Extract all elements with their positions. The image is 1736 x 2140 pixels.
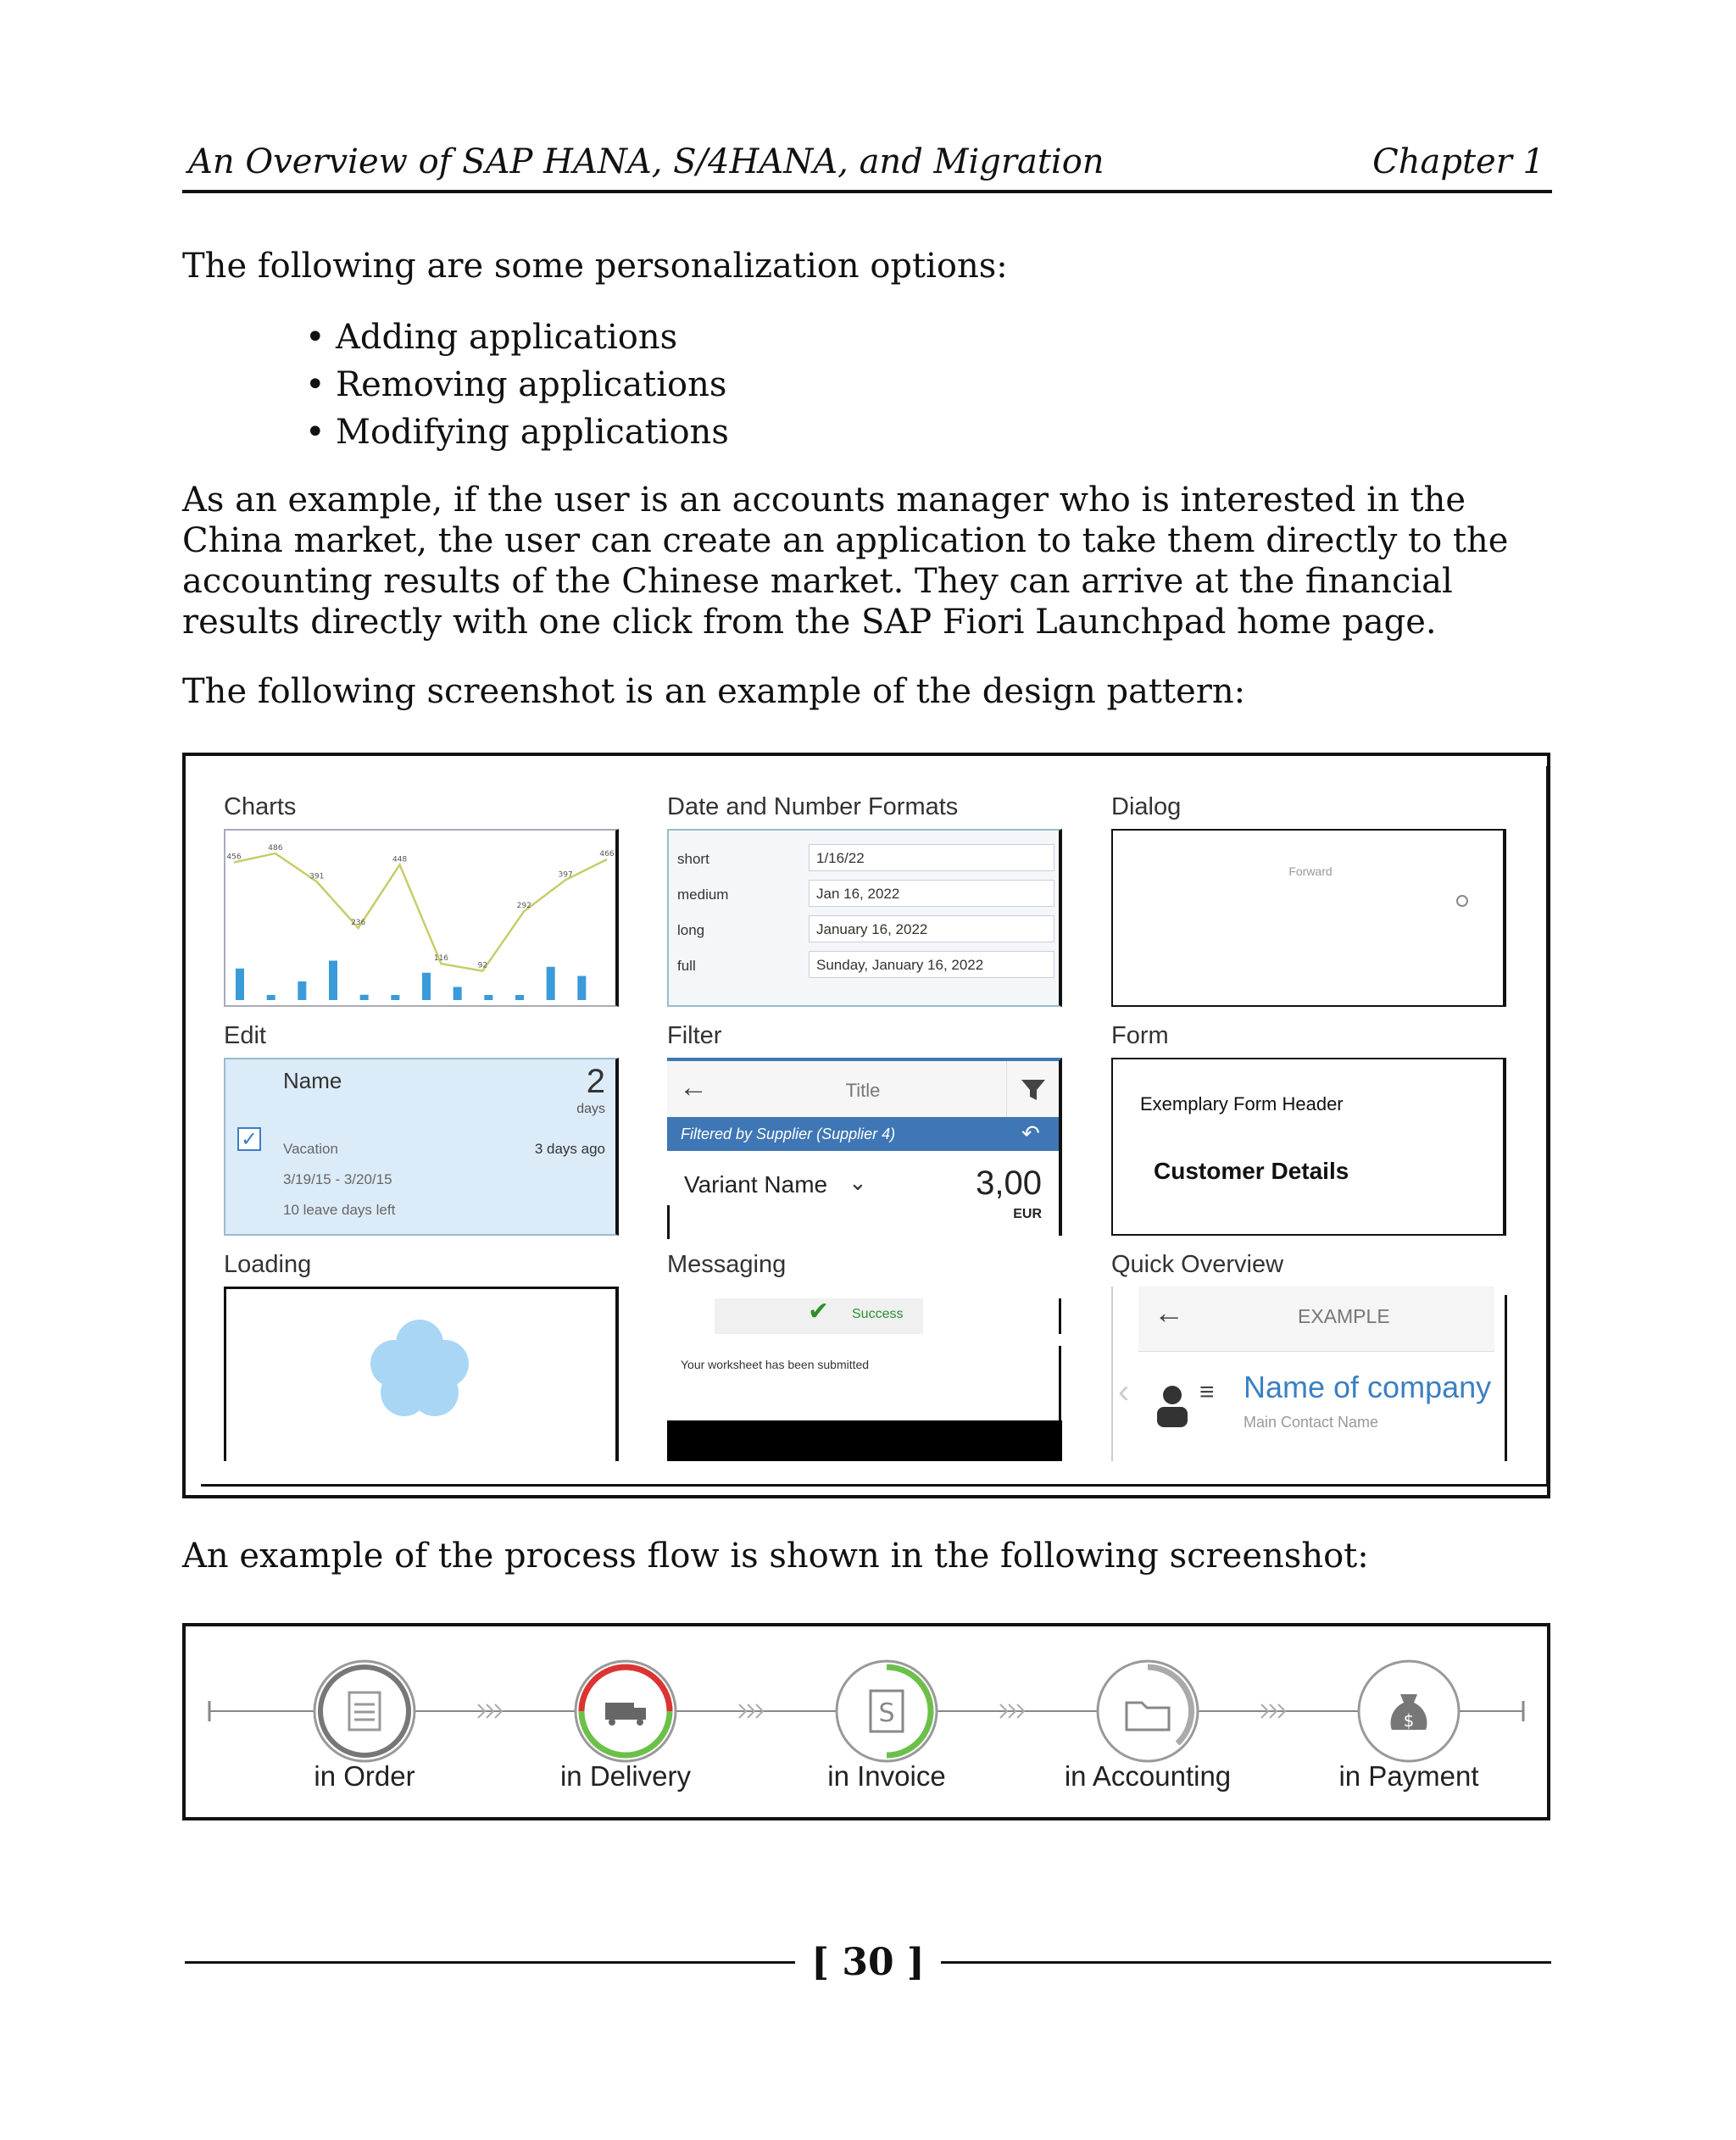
back-arrow-icon[interactable]: ← — [679, 1071, 708, 1103]
step-delivery-icon — [576, 1661, 676, 1761]
panel-edge — [1059, 1298, 1061, 1334]
chart-point-label: 466 — [599, 849, 615, 859]
intro-paragraph: The following are some personalization options: — [182, 247, 1008, 286]
chart-point-label: 116 — [433, 954, 449, 964]
checkbox-checked-icon[interactable]: ✓ — [237, 1127, 261, 1151]
messaging-panel — [667, 1287, 1062, 1461]
chart-bar — [329, 961, 337, 1001]
form-section-title: Customer Details — [1154, 1158, 1349, 1184]
date-label-long: long — [677, 922, 705, 938]
edit-name: Name — [283, 1068, 342, 1093]
date-field-medium[interactable]: Jan 16, 2022 — [809, 880, 1054, 907]
step-label-order: in Order — [314, 1760, 415, 1792]
step-invoice-icon — [837, 1661, 937, 1761]
filter-amount: 3,00 — [976, 1164, 1042, 1202]
chart-line — [234, 853, 607, 971]
checkmark-icon: ✔ — [808, 1298, 830, 1326]
variant-name[interactable]: Variant Name — [684, 1171, 828, 1198]
chart-panel — [224, 829, 619, 1007]
funnel-icon — [1007, 1061, 1060, 1117]
design-pattern-figure — [182, 753, 1550, 1498]
step-label-invoice: in Invoice — [827, 1760, 946, 1792]
filter-info-text: Filtered by Supplier (Supplier 4) — [681, 1126, 896, 1142]
design-caption: The following screenshot is an example of the design pattern: — [182, 672, 1246, 711]
chart-bar — [267, 995, 275, 1000]
date-label-full: full — [677, 958, 696, 974]
bullet-list — [305, 314, 729, 456]
chart-bars — [236, 961, 586, 1001]
undo-icon[interactable]: ↶ — [1021, 1120, 1040, 1146]
chart-points — [226, 844, 614, 970]
panel-title-dialog: Dialog — [1111, 793, 1182, 820]
filter-title: Title — [845, 1080, 881, 1101]
form-panel — [1111, 1058, 1506, 1236]
date-label-short: short — [677, 851, 709, 867]
panel-title-quick-overview: Quick Overview — [1111, 1251, 1284, 1278]
panel-title-loading: Loading — [224, 1251, 312, 1278]
mini-chart — [225, 831, 615, 1005]
quick-example-title: EXAMPLE — [1298, 1305, 1390, 1327]
panel-title-date-formats: Date and Number Formats — [667, 793, 959, 820]
panel-edge — [667, 1205, 670, 1239]
person-icon — [1154, 1381, 1191, 1429]
filter-funnel-button[interactable] — [1006, 1061, 1060, 1117]
quick-overview-panel — [1111, 1287, 1506, 1461]
step-label-accounting: in Accounting — [1064, 1760, 1232, 1792]
step-accounting-icon — [1098, 1661, 1198, 1761]
panel-edge — [1505, 1295, 1507, 1461]
date-field-long[interactable]: January 16, 2022 — [809, 915, 1054, 942]
contact-name: Main Contact Name — [1244, 1414, 1379, 1431]
chart-point-label: 236 — [351, 918, 366, 927]
step-label-delivery: in Delivery — [559, 1760, 692, 1792]
panel-title-filter: Filter — [667, 1022, 722, 1049]
success-text: Success — [852, 1307, 904, 1321]
step-payment-icon — [1359, 1661, 1459, 1761]
edit-leave-left: 10 leave days left — [283, 1202, 396, 1218]
chart-bar — [484, 995, 492, 1000]
chart-bar — [298, 981, 306, 1000]
message-body: Your worksheet has been submitted — [681, 1358, 870, 1371]
bullet-item: • Removing applications — [305, 361, 729, 409]
chart-bar — [547, 967, 555, 1000]
process-flow-figure — [182, 1623, 1550, 1820]
date-field-full[interactable]: Sunday, January 16, 2022 — [809, 951, 1054, 978]
edit-days-unit: days — [576, 1102, 605, 1116]
panel-title-charts: Charts — [224, 793, 297, 820]
bullet-item: • Modifying applications — [305, 409, 729, 456]
bullet-item: • Adding applications — [305, 314, 729, 361]
edit-panel — [224, 1058, 619, 1236]
process-caption: An example of the process flow is shown in the following screenshot: — [182, 1537, 1369, 1576]
filter-currency: EUR — [1013, 1207, 1042, 1221]
chart-point-label: 448 — [392, 855, 408, 864]
date-field-short[interactable]: 1/16/22 — [809, 844, 1054, 871]
svg-text:S: S — [878, 1698, 895, 1728]
example-paragraph: As an example, if the user is an accounts manager who is interested in the China market, the user can create an application to take them directly to the accounting results of the Chinese market. They can arrive at the financial results directly with one click from the SAP Fiori Launchpad home page. — [182, 481, 1509, 642]
chart-bar — [577, 976, 586, 1001]
company-name[interactable]: Name of company — [1244, 1370, 1492, 1404]
menu-lines-icon[interactable]: ≡ — [1199, 1378, 1215, 1406]
chart-point-label: 391 — [309, 872, 325, 881]
chart-point-label: 397 — [558, 870, 573, 880]
chart-bar — [453, 987, 462, 1001]
panel-title-messaging: Messaging — [667, 1251, 787, 1278]
message-footer-bar — [667, 1420, 1062, 1461]
edit-range: 3/19/15 - 3/20/15 — [283, 1171, 392, 1187]
chart-bar — [515, 995, 524, 1000]
chart-bar — [391, 995, 399, 1000]
filter-panel — [667, 1058, 1062, 1236]
edit-vacation: Vacation — [283, 1141, 338, 1157]
edit-days-number: 2 — [586, 1063, 605, 1100]
dialog-forward-label: Forward — [1288, 864, 1333, 878]
panel-edge — [1059, 1346, 1061, 1420]
header-rule — [182, 190, 1552, 193]
panel-title-form: Form — [1111, 1022, 1169, 1049]
page-number: [ 30 ] — [811, 1941, 925, 1984]
step-order-icon — [314, 1661, 415, 1761]
date-label-medium: medium — [677, 887, 729, 903]
svg-text:$: $ — [1403, 1710, 1415, 1731]
chart-point-label: 92 — [477, 961, 488, 970]
chart-bar — [422, 973, 431, 1000]
chevron-down-icon[interactable]: ⌄ — [849, 1170, 867, 1195]
dialog-panel — [1111, 829, 1506, 1007]
step-label-payment: in Payment — [1338, 1760, 1479, 1792]
chart-point-label: 292 — [516, 902, 531, 911]
form-header: Exemplary Form Header — [1140, 1093, 1344, 1114]
search-icon[interactable] — [1456, 895, 1468, 907]
loading-flower-icon — [226, 1289, 621, 1459]
chart-point-label: 486 — [268, 843, 283, 853]
back-arrow-icon[interactable]: ← — [1154, 1295, 1184, 1330]
edit-ago: 3 days ago — [534, 1141, 605, 1157]
left-chevron-icon[interactable]: ‹ — [1118, 1373, 1130, 1410]
panel-title-edit: Edit — [224, 1022, 266, 1049]
chart-point-label: 456 — [226, 853, 242, 862]
loading-panel — [224, 1287, 619, 1461]
chart-bar — [236, 969, 244, 1000]
chart-bar — [360, 995, 369, 1000]
running-header-chapter: Chapter 1 — [1372, 142, 1544, 181]
running-header-title: An Overview of SAP HANA, S/4HANA, and Migration — [188, 142, 1104, 181]
date-formats-panel — [667, 829, 1062, 1007]
